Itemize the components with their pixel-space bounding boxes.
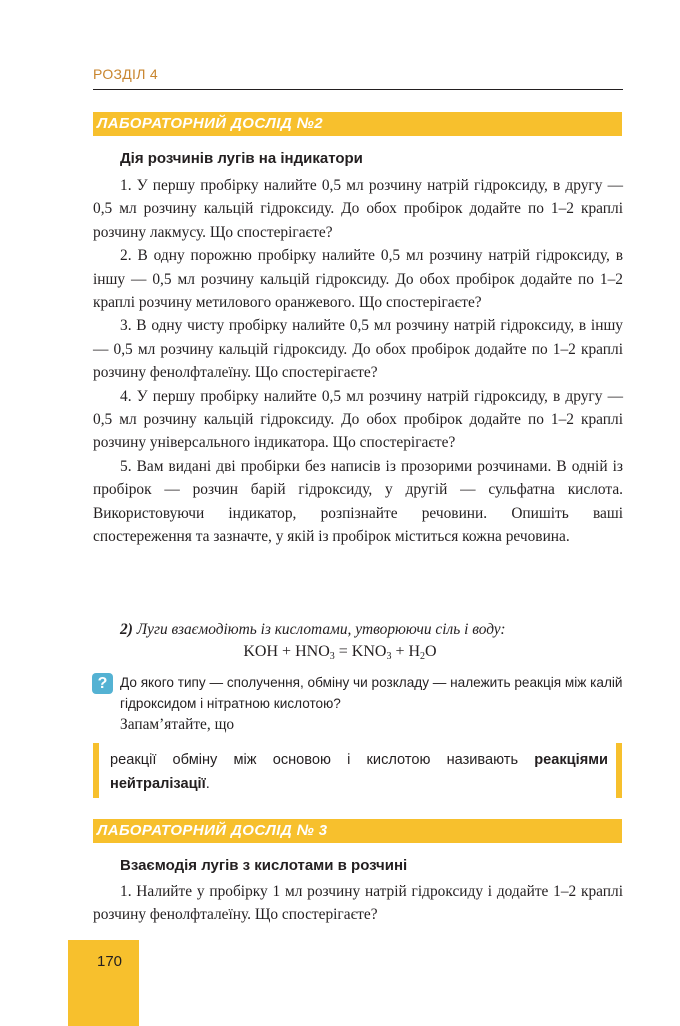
question-icon: ? xyxy=(92,673,113,694)
eq-plus-2: + xyxy=(395,643,405,660)
lab-2-instructions xyxy=(93,174,623,549)
lab-3-title: Взаємодія лугів з кислотами в розчині xyxy=(120,857,408,874)
definition-text: реакції обміну між основою і кислотою називають xyxy=(110,752,519,768)
callout-bar-left xyxy=(93,743,99,798)
lab-2-step-4: 4. У першу пробірку налийте 0,5 мл розчину натрій гідроксиду, в другу — 0,5 мл розчину кальцій гідроксиду. До обох пробірок додайте по 1–2 краплі розчину універсального індикатора. Що спостерігаєте? xyxy=(93,387,623,452)
eq-sub-3a: 3 xyxy=(329,651,335,662)
section-header: РОЗДІЛ 4 xyxy=(93,66,159,82)
question-text: До якого типу — сполучення, обміну чи розкладу — належить реакція між калій гідроксидом і нітратною кислотою? xyxy=(120,675,623,711)
lab-2-banner xyxy=(93,112,622,136)
reaction-equation xyxy=(0,643,680,662)
definition-callout xyxy=(110,748,608,796)
eq-h: H xyxy=(408,643,421,660)
eq-hno: HNO xyxy=(295,643,330,660)
eq-o: O xyxy=(425,643,437,660)
eq-plus-1: + xyxy=(282,643,292,660)
eq-koh: KOH xyxy=(243,643,279,660)
property-text: Луги взаємодіють із кислотами, утворюючи сіль і воду: xyxy=(136,621,506,638)
lab-2-banner-label: ЛАБОРАТОРНИЙ ДОСЛІД №2 xyxy=(97,115,323,132)
lab-2-step-5: 5. Вам видані дві пробірки без написів із прозорими розчинами. В одній із пробірок — розчин барій гідроксиду, у другій — сульфатна кислота. Використовуючи індикатор, розпізнайте речовини. Опишіть ваші спостереження та зазначте, у якій із пробірок міститься кожна речовина. xyxy=(93,457,623,546)
lab-2-step-1: 1. У першу пробірку налийте 0,5 мл розчину натрій гідроксиду, в другу — 0,5 мл розчину кальцій гідроксиду. До обох пробірок додайте по 1–2 краплі розчину лакмусу. Що спостерігаєте? xyxy=(93,177,623,241)
definition-end: . xyxy=(205,776,210,792)
page-number: 170 xyxy=(97,953,123,970)
eq-sub-2: 2 xyxy=(420,651,426,662)
eq-kno: KNO xyxy=(351,643,387,660)
eq-sub-3b: 3 xyxy=(386,651,392,662)
lab-3-banner-label: ЛАБОРАТОРНИЙ ДОСЛІД № 3 xyxy=(97,822,328,839)
lab-2-step-3: 3. В одну чисту пробірку налийте 0,5 мл розчину натрій гідроксиду, в іншу — 0,5 мл розчину кальцій гідроксиду. До обох пробірок додайте по 1–2 краплі розчину фенолфталеїну. Що спостерігаєте? xyxy=(93,317,623,382)
lab-3-instructions xyxy=(93,880,623,927)
eq-equals: = xyxy=(338,643,348,660)
property-number: 2) xyxy=(120,621,133,638)
header-divider xyxy=(93,89,623,90)
lab-2-step-2: 2. В одну порожню пробірку налийте 0,5 мл розчину натрій гідроксиду, в іншу — 0,5 мл розчину кальцій гідроксиду. До обох пробірок додайте по 1–2 краплі розчину метилового оранжевого. Що спостерігаєте? xyxy=(93,247,623,312)
remember-intro: Запам’ятайте, що xyxy=(120,716,235,733)
lab-3-banner xyxy=(93,819,622,843)
lab-3-step-1: 1. Налийте у пробірку 1 мл розчину натрій гідроксиду і додайте 1–2 краплі розчину фенолфталеїну. Що спостерігаєте? xyxy=(93,883,623,924)
property-statement xyxy=(120,621,506,639)
definition-term: реакціями нейтралізації xyxy=(110,752,608,792)
lab-2-title: Дія розчинів лугів на індикатори xyxy=(120,150,363,167)
callout-bar-right xyxy=(616,743,622,798)
